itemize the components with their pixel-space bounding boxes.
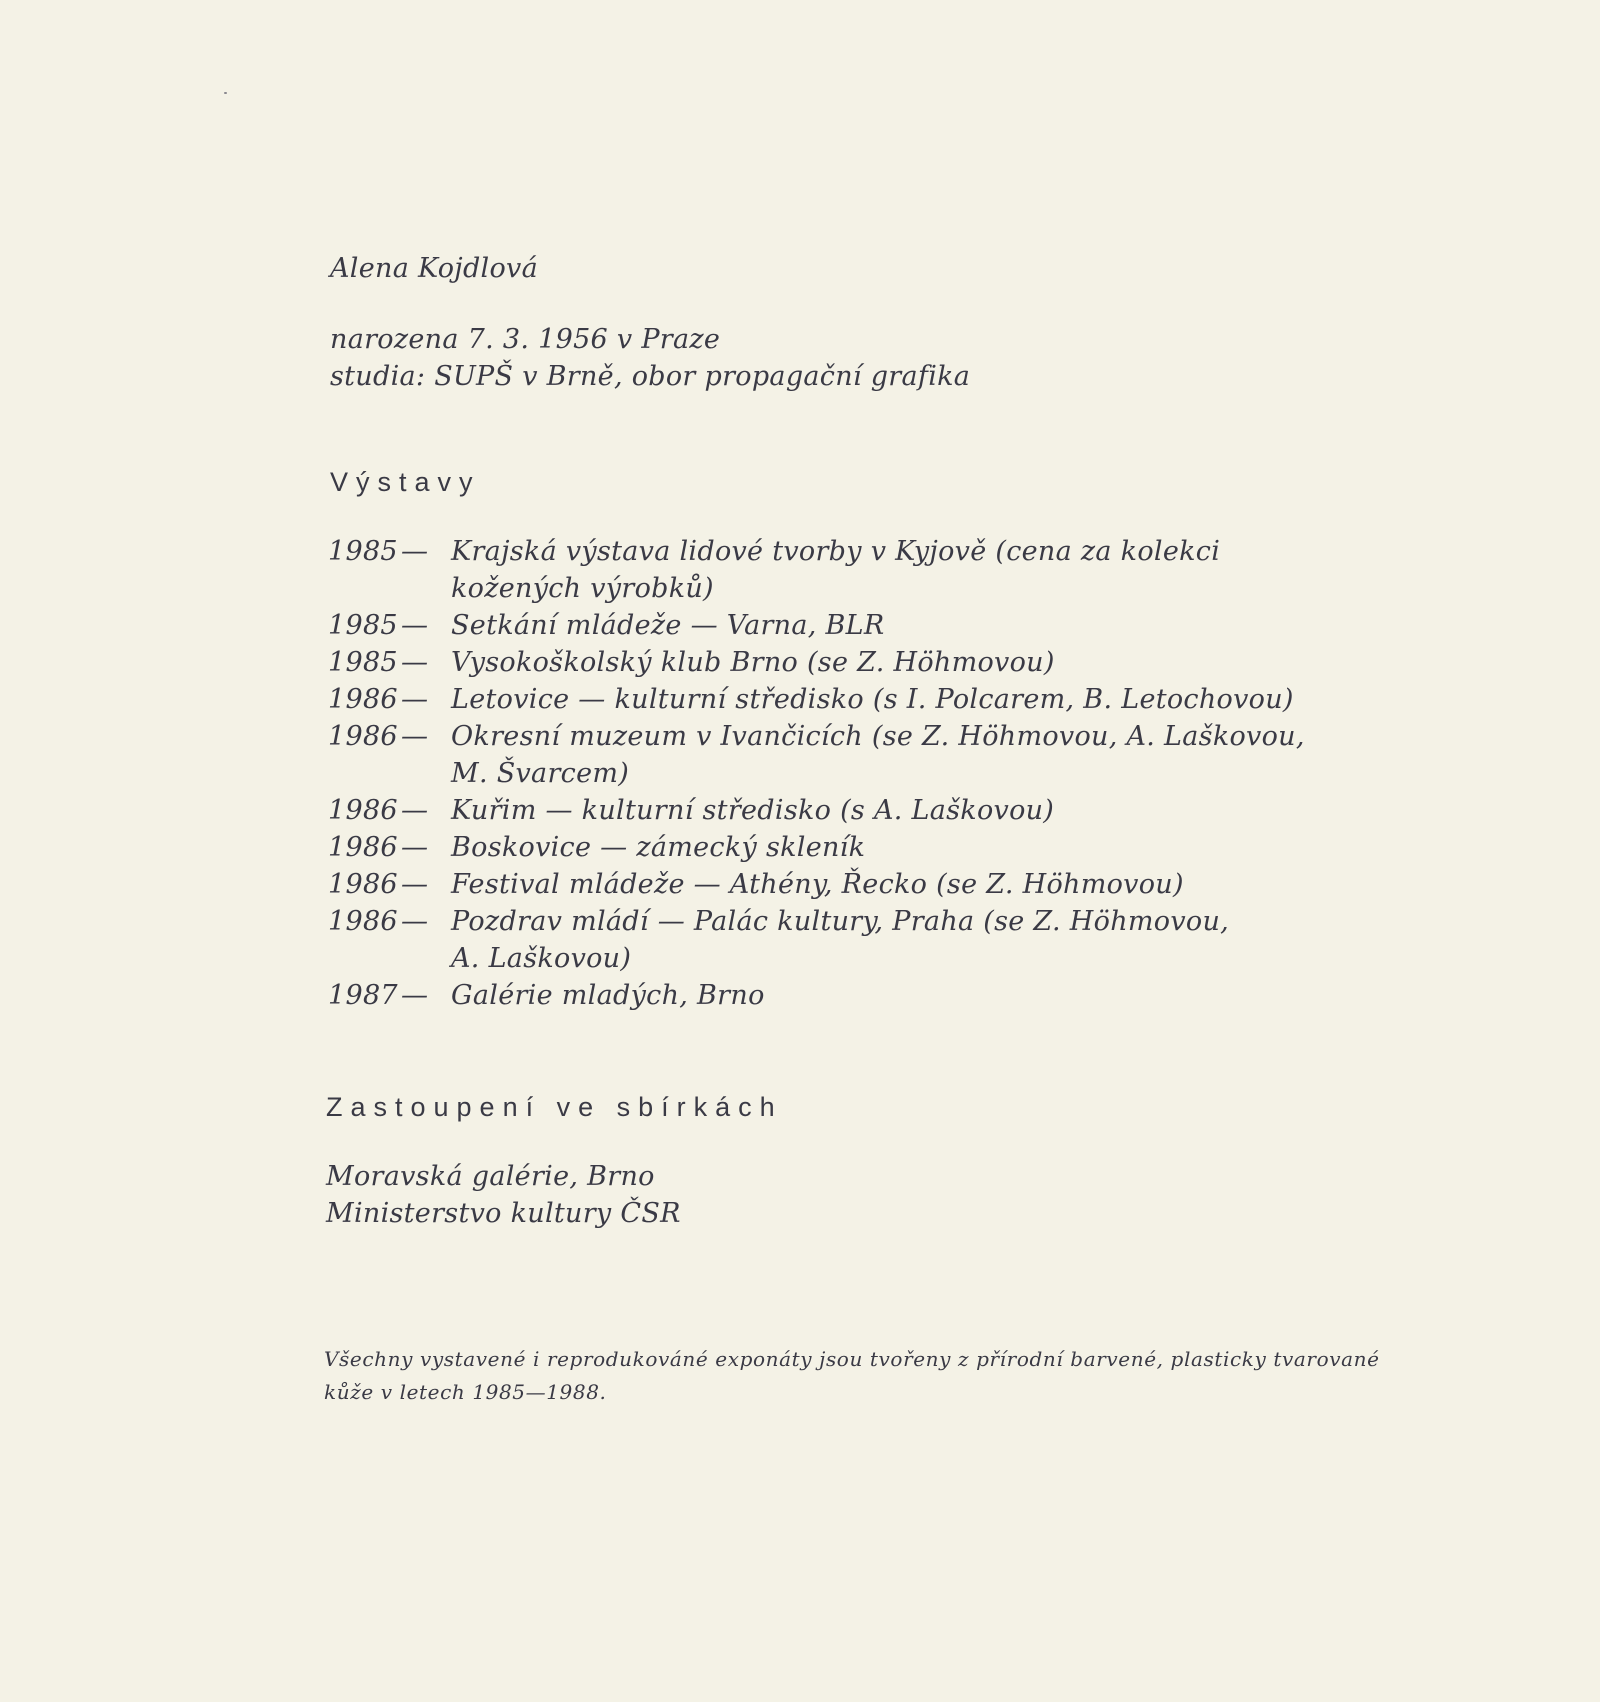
exhibition-item <box>328 644 1328 681</box>
birth-info: narozena 7. 3. 1956 v Praze <box>330 324 721 355</box>
collection-item: Ministerstvo kultury ČSR <box>326 1198 681 1229</box>
exhibition-dash: — <box>401 795 429 826</box>
exhibition-text: Boskovice — zámecký skleník <box>451 832 866 863</box>
exhibition-year: 1986 <box>328 906 398 937</box>
exhibition-year: 1986 <box>328 684 398 715</box>
exhibition-item <box>328 792 1328 829</box>
exhibition-text: Okresní muzeum v Ivančicích (se Z. Höhmovou, A. Laškovou, M. Švarcem) <box>451 721 1305 789</box>
exhibition-item <box>328 607 1328 644</box>
footnote: Všechny vystavené i reprodukováné exponáty jsou tvořeny z přírodní barvené, plasticky tvarované kůže v letech 1985—1988. <box>324 1347 1380 1404</box>
exhibition-item <box>328 533 1328 607</box>
exhibition-year: 1986 <box>328 721 398 752</box>
exhibition-dash: — <box>401 832 429 863</box>
exhibition-item <box>328 903 1328 977</box>
artist-name: Alena Kojdlová <box>330 253 538 284</box>
exhibition-item <box>328 681 1328 718</box>
exhibition-text: Letovice — kulturní středisko (s I. Polcarem, B. Letochovou) <box>451 684 1294 715</box>
paper-speck <box>224 92 227 94</box>
exhibitions-list <box>328 533 1328 1014</box>
exhibition-item <box>328 977 1328 1014</box>
exhibition-dash: — <box>401 536 429 567</box>
exhibition-year: 1985 <box>328 536 398 567</box>
exhibition-year: 1985 <box>328 647 398 678</box>
exhibition-dash: — <box>401 980 429 1011</box>
collections-heading: Zastoupení ve sbírkách <box>326 1092 783 1122</box>
collection-item: Moravská galérie, Brno <box>326 1161 655 1192</box>
exhibition-item <box>328 718 1328 792</box>
exhibition-text: Krajská výstava lidové tvorby v Kyjově (cena za kolekci kožených výrobků) <box>451 536 1221 604</box>
exhibition-year: 1986 <box>328 832 398 863</box>
exhibition-year: 1986 <box>328 869 398 900</box>
exhibition-text: Pozdrav mládí — Palác kultury, Praha (se Z. Höhmovou, A. Laškovou) <box>451 906 1230 974</box>
exhibition-text: Setkání mládeže — Varna, BLR <box>451 610 885 641</box>
exhibition-dash: — <box>401 721 429 752</box>
exhibition-dash: — <box>401 610 429 641</box>
exhibitions-heading: Výstavy <box>330 467 481 497</box>
exhibition-item <box>328 829 1328 866</box>
exhibition-text: Vysokoškolský klub Brno (se Z. Höhmovou) <box>451 647 1055 678</box>
exhibition-year: 1987 <box>328 980 398 1011</box>
exhibition-dash: — <box>401 869 429 900</box>
exhibition-dash: — <box>401 906 429 937</box>
exhibition-dash: — <box>401 684 429 715</box>
exhibition-item <box>328 866 1328 903</box>
exhibition-text: Festival mládeže — Athény, Řecko (se Z. Höhmovou) <box>451 869 1184 900</box>
exhibition-year: 1985 <box>328 610 398 641</box>
exhibition-text: Kuřim — kulturní středisko (s A. Laškovou) <box>451 795 1055 826</box>
studies-info: studia: SUPŠ v Brně, obor propagační grafika <box>330 361 971 392</box>
exhibition-text: Galérie mladých, Brno <box>451 980 765 1011</box>
exhibition-dash: — <box>401 647 429 678</box>
exhibition-year: 1986 <box>328 795 398 826</box>
